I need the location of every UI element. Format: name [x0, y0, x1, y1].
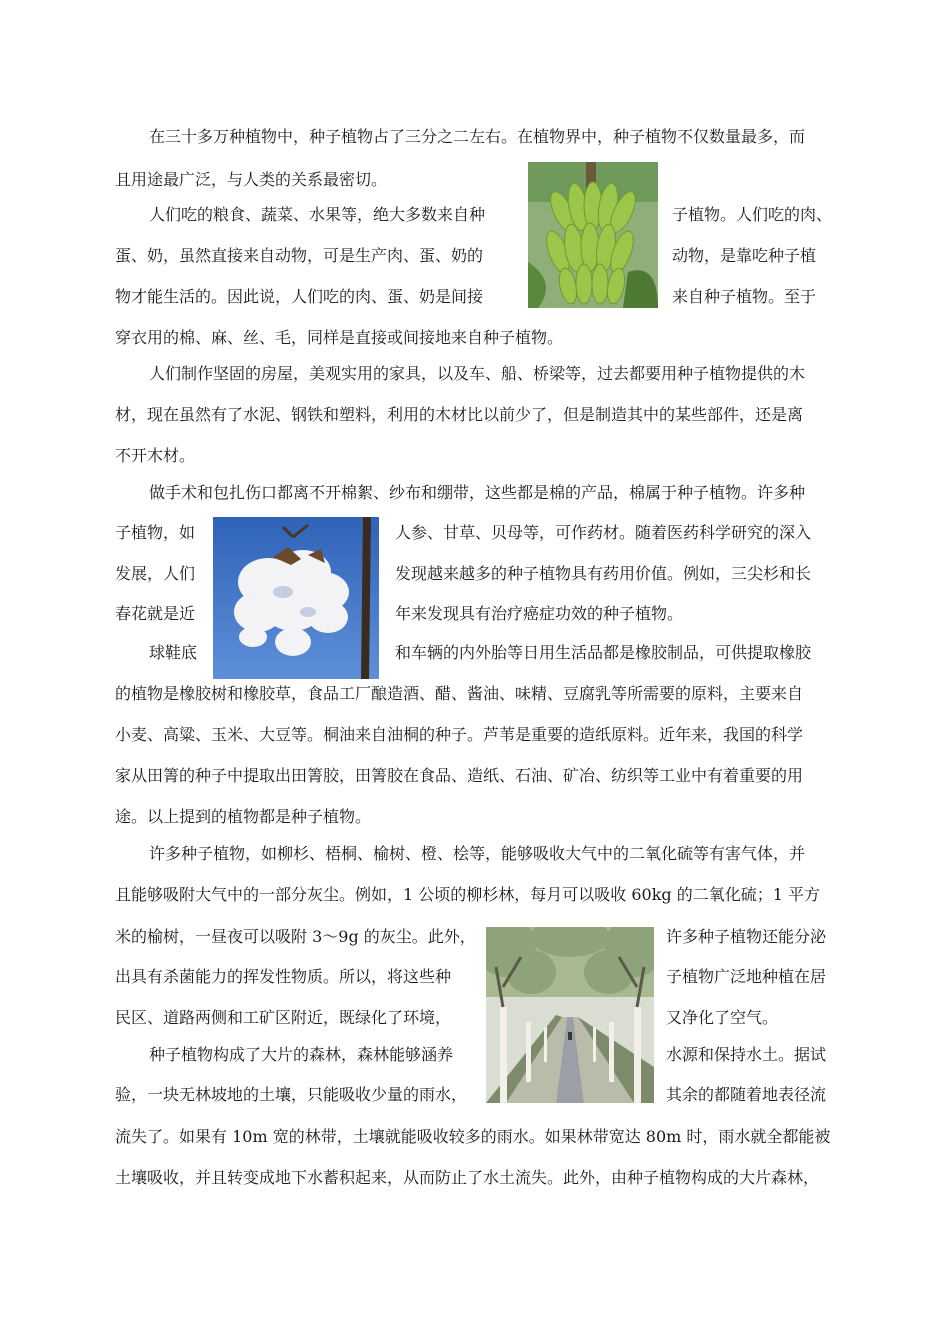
- text-line: 又净化了空气。: [666, 1008, 779, 1027]
- text-line: 种子植物构成了大片的森林，森林能够涵养: [149, 1045, 454, 1064]
- text-line: 年来发现具有治疗癌症功效的种子植物。: [395, 604, 684, 623]
- text-line: 且能够吸附大气中的一部分灰尘。例如，1 公顷的柳杉林，每月可以吸收 60kg 的二氧化硫；1 平方: [115, 885, 821, 904]
- text-line: 动物，是靠吃种子植: [672, 246, 817, 265]
- text-line: 来自种子植物。至于: [672, 287, 817, 306]
- text-line: 土壤吸收，并且转变成地下水蓄积起来，从而防止了水土流失。此外，由种子植物构成的大片森林，: [115, 1168, 820, 1187]
- text-line: 在三十多万种植物中，种子植物占了三分之二左右。在植物界中，种子植物不仅数量最多，而: [149, 127, 806, 146]
- text-line: 子植物。人们吃的肉、: [672, 205, 833, 224]
- text-line: 子植物广泛地种植在居: [666, 967, 827, 986]
- text-line: 穿衣用的棉、麻、丝、毛，同样是直接或间接地来自种子植物。: [115, 328, 564, 347]
- banana-photo: [528, 162, 658, 308]
- text-line: 许多种子植物，如柳杉、梧桐、榆树、橙、桧等，能够吸收大气中的二氧化硫等有害气体，并: [149, 844, 806, 863]
- text-line: 验，一块无林坡地的土壤，只能吸收少量的雨水，: [115, 1085, 468, 1104]
- text-line: 球鞋底: [149, 643, 198, 662]
- text-line: 做手术和包扎伤口都离不开棉絮、纱布和绷带，这些都是棉的产品，棉属于种子植物。许多种: [149, 483, 806, 502]
- text-line: 不开木材。: [115, 446, 196, 465]
- text-line: 发现越来越多的种子植物具有药用价值。例如，三尖杉和长: [395, 564, 812, 583]
- text-line: 春花就是近: [115, 604, 196, 623]
- text-line: 和车辆的内外胎等日用生活品都是橡胶制品，可供提取橡胶: [395, 643, 812, 662]
- avenue-photo: [486, 927, 654, 1103]
- text-line: 材，现在虽然有了水泥、钢铁和塑料，利用的木材比以前少了，但是制造其中的某些部件，还是离: [115, 405, 804, 424]
- text-line: 出具有杀菌能力的挥发性物质。所以，将这些种: [115, 967, 452, 986]
- cotton-photo: [213, 517, 379, 679]
- text-line: 子植物，如: [115, 523, 196, 542]
- text-line: 民区、道路两侧和工矿区附近，既绿化了环境，: [115, 1008, 452, 1027]
- text-line: 物才能生活的。因此说，人们吃的肉、蛋、奶是间接: [115, 287, 484, 306]
- text-line: 米的榆树，一昼夜可以吸附 3～9g 的灰尘。此外，: [115, 927, 476, 946]
- text-line: 其余的都随着地表径流: [666, 1085, 827, 1104]
- text-line: 许多种子植物还能分泌: [666, 927, 827, 946]
- text-line: 水源和保持水土。据试: [666, 1045, 827, 1064]
- text-line: 人们制作坚固的房屋，美观实用的家具，以及车、船、桥梁等，过去都要用种子植物提供的木: [149, 364, 806, 383]
- text-line: 途。以上提到的植物都是种子植物。: [115, 807, 372, 826]
- text-line: 小麦、高粱、玉米、大豆等。桐油来自油桐的种子。芦苇是重要的造纸原料。近年来，我国的科学: [115, 725, 804, 744]
- text-line: 家从田箐的种子中提取出田箐胶，田箐胶在食品、造纸、石油、矿冶、纺织等工业中有着重要的用: [115, 766, 804, 785]
- text-line: 发展，人们: [115, 564, 196, 583]
- text-line: 蛋、奶，虽然直接来自动物，可是生产肉、蛋、奶的: [115, 246, 484, 265]
- text-line: 的植物是橡胶树和橡胶草，食品工厂酿造酒、醋、酱油、味精、豆腐乳等所需要的原料，主要来自: [115, 684, 804, 703]
- text-line: 人们吃的粮食、蔬菜、水果等，绝大多数来自种: [149, 205, 486, 224]
- text-line: 流失了。如果有 10m 宽的林带，土壤就能吸收较多的雨水。如果林带宽达 80m 时，雨水就全都能被: [115, 1127, 831, 1146]
- text-line: 人参、甘草、贝母等，可作药材。随着医药科学研究的深入: [395, 523, 812, 542]
- text-line: 且用途最广泛，与人类的关系最密切。: [115, 170, 388, 189]
